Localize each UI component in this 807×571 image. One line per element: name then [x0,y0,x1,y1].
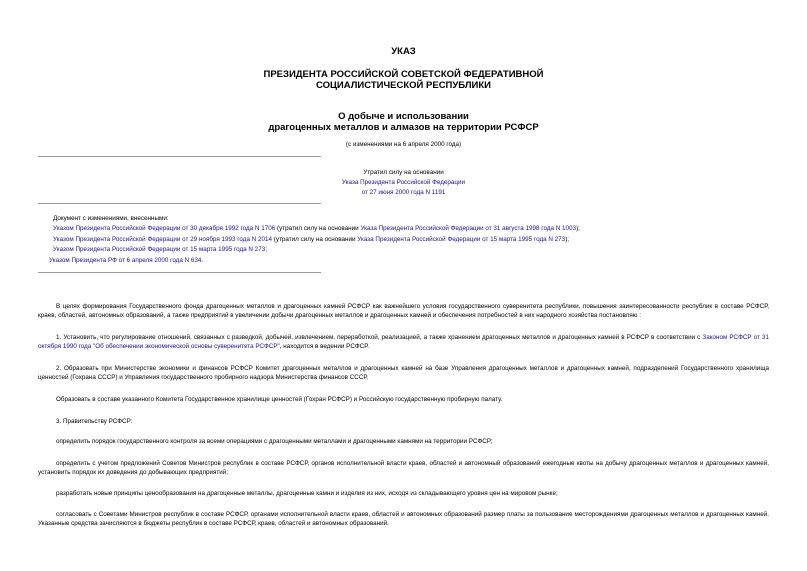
amendment-item: Указом Президента РФ от 6 апреля 2000 года N 634. [49,257,204,264]
clause-3b-paragraph: определить с учетом предложений Советов Министров республик в составе РСФСР, органов исполнительной власти краев, областей и автономный образований ежегодные квоты на добычу драгоценных металлов и драгоценных камней, установить порядок их доведения до добывающих предприятий; [38,460,769,476]
subject-line2: драгоценных металлов и алмазов на территории РСФСР [268,122,539,133]
amendment-link[interactable]: Указа Президента Российской Федерации от 31 августа 1998 года N 1003 [360,225,577,232]
amendment-item: Указом Президента Российской Федерации от 29 ноября 1993 года N 2014 (утратил силу на основании Указа Президента Российской Федерации от 15 марта 1995 года N 273); [53,236,570,243]
amendment-link[interactable]: Указа Президента Российской Федерации от 15 марта 1995 года N 273 [357,236,566,243]
divider [38,272,321,273]
amendments-intro: Документ с изменениями, внесенными: [53,215,169,222]
clause-2-paragraph: 2. Образовать при Министерстве экономики и финансов РСФСР Комитет драгоценных металлов и драгоценных камней на базе Управления драгоценных металлов и драгоценных камней, подразделений Государственного хранилища ценностей (Гохрана СССР) и Управления государственного пробирного надзора Министерства финансов СССР. [38,365,769,381]
clause-1-paragraph: 1. Установить, что регулирование отношений, связанных с разведкой, добычей, извлечением, переработкой, реализацией, а также хранением драгоценных металлов и драгоценных камней в РСФСР в соответствии с Законом РСФСР от 31 октября 1990 года "Об обеспечении экономической основы суверенитета РСФСР", находится в ведении РСФСР. [38,334,769,350]
divider [38,203,321,204]
doc-type-title: УКАЗ [391,46,416,57]
clause-3c-paragraph: разработать новые принципы ценообразования на драгоценные металлы, драгоценные камни и изделия из них, исходя из складывающего уровня цен на мировом рынке; [56,490,558,497]
clause-3d-paragraph: согласовать с Советами Министров республик в составе РСФСР, органами исполнительной власти краев, областей и автономных образований размер платы за пользование месторождениями драгоценных металлов и драгоценных камней. Указанные средства зачисляются в бюджеты республик в составе РСФСР, краев, областей и автономных образований. [38,511,769,527]
law-link[interactable]: Законом РСФСР от 31 октября 1990 года "Об обеспечении экономической основы суверенитета РСФСР" [38,334,769,350]
amendment-link[interactable]: Указом Президента РФ от 6 апреля 2000 года N 634 [49,257,202,264]
preamble-paragraph: В целях формирования Государственного фонда драгоценных металлов и драгоценных камней РСФСР как важнейшего условия государственного суверенитета республики, повышения заинтересованности республик в составе РСФСР, краев, областей, автономных образований, а также предприятий в увеличении добычи драгоценных металлов и драгоценных камней и обеспечения потребностей в них народного хозяйства постановляю : [38,303,769,319]
expiry-link-line1[interactable]: Указа Президента Российской Федерации [341,179,466,186]
issuer-title-line2: СОЦИАЛИСТИЧЕСКОЙ РЕСПУБЛИКИ [315,80,492,91]
amendment-item: Указом Президента Российской Федерации от 15 марта 1995 года N 273; [53,246,267,253]
amendment-link[interactable]: Указом Президента Российской Федерации от 29 ноября 1993 года N 2014 [53,236,273,243]
amendment-link[interactable]: Указом Президента Российской Федерации от 15 марта 1995 года N 273 [53,246,266,253]
changes-note: (с изменениями на 6 апреля 2000 года) [345,141,462,148]
expiry-note: Утратил силу на основании [363,169,444,176]
clause-3-paragraph: 3. Правительству РСФСР: [56,418,133,425]
divider [38,156,321,157]
expiry-link-line2[interactable]: от 27 июня 2000 года N 1191 [361,189,446,196]
clause-2b-paragraph: Образовать в составе указанного Комитета Государственное хранилище ценностей (Гохран РСФСР) и Российскую государственную пробирную палату. [56,396,503,403]
subject-line1: О добыче и использовании [338,111,469,122]
amendment-link[interactable]: Указом Президента Российской Федерации от 30 декабря 1992 года N 1706 [53,225,276,232]
clause-3a-paragraph: определить порядок государственного контроля за всеми операциями с драгоценными металлами и драгоценными камнями на территории РСФСР; [56,438,493,445]
amendment-item: Указом Президента Российской Федерации от 30 декабря 1992 года N 1706 (утратил силу на основании Указа Президента Российской Федерации от 31 августа 1998 года N 1003); [53,225,580,232]
issuer-title-line1: ПРЕЗИДЕНТА РОССИЙСКОЙ СОВЕТСКОЙ ФЕДЕРАТИВНОЙ [263,69,544,80]
